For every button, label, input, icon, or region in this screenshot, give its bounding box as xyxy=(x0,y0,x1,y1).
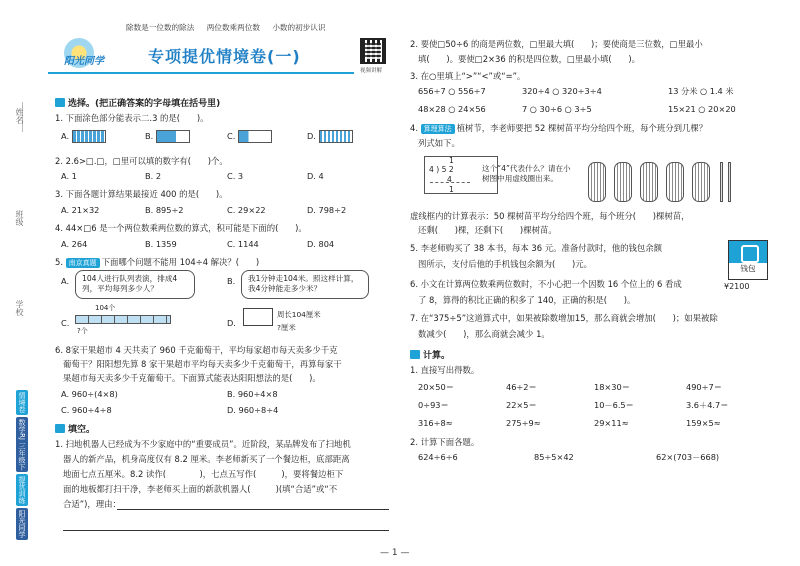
calc-item[interactable]: 20×50＝ xyxy=(418,382,454,392)
wallet-figure xyxy=(728,240,768,280)
school-label: 学校 xyxy=(15,300,24,316)
series-chip: 提优训练 xyxy=(18,476,26,505)
option-a[interactable]: A. 264 xyxy=(61,239,88,249)
fill-question-5-line: 5. 李老师购买了 38 本书，每本 36 元。准备付款时，他的钱包余额 xyxy=(410,243,662,253)
fill-question-1-line: 1. 扫地机器人已经成为不少家庭中的“重要成员”。近阶段，某品牌发布了扫地机 xyxy=(55,439,351,449)
question-hint: 这个“4”代表什么？请在小树图中用虚线圈出来。 xyxy=(482,164,571,184)
page-number: — 1 — xyxy=(380,548,410,558)
question-5: 5. 南京真题 下面哪个问题不能用 104÷4 解决？( ) xyxy=(55,257,260,267)
calc-item[interactable]: 22×5＝ xyxy=(506,400,537,410)
calc-question-1: 1. 直接写出得数。 xyxy=(410,365,480,375)
rect-question: ?厘米 xyxy=(277,323,296,332)
option-d[interactable]: D. xyxy=(227,318,236,328)
fill-question-4-line: 虚线框内的计算表示：50 棵树苗平均分给四个班，每个班分( )棵树苗， xyxy=(410,211,690,221)
question-6-line: 6. 8家干果超市 4 天共卖了 960 千克葡萄干，平均每家超市每天卖多少千克 xyxy=(55,345,338,355)
tree-bundle-icon xyxy=(588,162,606,202)
compare-item[interactable]: 15×21 ○ 20×20 xyxy=(668,104,736,114)
answer-line[interactable] xyxy=(63,530,389,531)
option-b[interactable]: B. xyxy=(227,276,236,286)
speech-bubble: 我1分钟走104米。照这样计算，我4分钟能走多少米？ xyxy=(241,270,369,299)
compare-item[interactable]: 320÷4 ○ 320÷3÷4 xyxy=(522,86,602,96)
section-calc-heading: 计算。 xyxy=(410,348,450,361)
tree-bundle-icon xyxy=(614,162,632,202)
series-chip: 阳光同学 xyxy=(18,510,26,539)
binding-margin xyxy=(0,30,46,550)
option-b[interactable]: B. 960÷4×8 xyxy=(227,389,278,399)
calc-question-2: 2. 计算下面各题。 xyxy=(410,437,480,447)
compare-item[interactable]: 48×28 ○ 24×56 xyxy=(418,104,486,114)
option-a[interactable]: A. xyxy=(61,130,106,143)
option-d[interactable]: D. xyxy=(307,130,353,143)
option-c[interactable]: C. xyxy=(227,130,272,143)
segment-bar-figure xyxy=(75,315,171,324)
calc-item[interactable]: 10－6.5＝ xyxy=(594,400,634,410)
option-a[interactable]: A. 21×32 xyxy=(61,205,100,215)
option-c[interactable]: C. 3 xyxy=(227,171,244,181)
class-label: 班级 xyxy=(15,210,24,226)
option-d[interactable]: D. 798÷2 xyxy=(307,205,347,215)
single-sapling-icon xyxy=(720,162,723,202)
compare-item[interactable]: 7 ○ 30÷6 ○ 3÷5 xyxy=(522,104,592,114)
option-b[interactable]: B. 1359 xyxy=(145,239,177,249)
speech-bubble: 104人进行队列表演，排成4列，平均每列多少人？ xyxy=(75,270,195,299)
source-tag: 南京真题 xyxy=(66,258,100,268)
fill-question-4-line: 列式如下。 xyxy=(418,138,460,148)
shaded-bar-icon xyxy=(72,130,106,143)
brand-logo xyxy=(58,38,114,70)
calc-item[interactable]: 18×30＝ xyxy=(594,382,630,392)
calc-item[interactable]: 624÷6÷6 xyxy=(418,452,458,462)
tree-bundle-icon xyxy=(640,162,658,202)
option-b[interactable]: B. xyxy=(145,130,190,143)
section-fill-heading: 填空。 xyxy=(55,422,95,435)
fill-question-2-line: 2. 要使□50÷6 的商是两位数，□里最大填( )；要使商是三位数，□里最小 xyxy=(410,39,703,49)
option-c[interactable]: C. xyxy=(61,318,70,328)
bar-label: 104个 xyxy=(95,304,116,312)
rectangle-figure xyxy=(243,308,273,326)
topics-line xyxy=(126,22,356,33)
option-b[interactable]: B. 895÷2 xyxy=(145,205,184,215)
title-banner xyxy=(48,34,354,74)
compare-item[interactable]: 656÷7 ○ 556÷7 xyxy=(418,86,486,96)
section-marker-icon xyxy=(55,424,65,433)
fill-question-4: 4. 算理算法 植树节，李老师要把 52 棵树苗平均分给四个班，每个班分到几棵？ xyxy=(410,123,708,133)
option-a[interactable]: A. 960÷(4×8) xyxy=(61,389,118,399)
option-a[interactable]: A. xyxy=(61,276,70,286)
fill-question-2-line: 填( )。要使□2×36 的积是四位数，□里最小填( )。 xyxy=(418,54,641,64)
wallet-label: 钱包 xyxy=(740,264,756,273)
tree-bundle-icon xyxy=(692,162,710,202)
question-6-line: 葡萄干？阳阳想先算 8 家干果超市平均每天卖多少千克葡萄干，再算每家干 xyxy=(63,359,342,369)
option-c[interactable]: C. 29×22 xyxy=(227,205,266,215)
question-1: 1. 下面涂色部分能表示二.3 的是( )。 xyxy=(55,113,209,123)
calc-item[interactable]: 85÷5×42 xyxy=(534,452,574,462)
calc-item[interactable]: 490÷7＝ xyxy=(686,382,722,392)
fill-question-1-line: 合适”)，理由： xyxy=(63,499,121,509)
fill-question-1-line: 器人的新产品，机身高度仅有 8.2 厘米。李老师新买了一个餐边柜，底部距离 xyxy=(63,454,350,464)
bar-question: ?个 xyxy=(77,327,88,335)
qr-code-icon[interactable] xyxy=(360,38,386,64)
fill-question-1-line: 面的地板都打扫干净，李老师买上面的新款机器人( )(填“合适”或“不 xyxy=(63,484,338,494)
logo-text: 阳光同学 xyxy=(64,56,104,67)
series-badge xyxy=(16,390,34,539)
calc-item[interactable]: 316÷8≈ xyxy=(418,418,453,428)
section-marker-icon xyxy=(55,98,65,107)
answer-line[interactable] xyxy=(117,509,389,510)
section-choice-heading: 选择。(把正确答案的字母填在括号里) xyxy=(55,96,220,109)
perimeter-label: 周长104厘米 xyxy=(277,310,321,319)
topic: 除数是一位数的除法 xyxy=(126,23,195,32)
calc-item[interactable]: 3.6＋4.7＝ xyxy=(686,400,729,410)
series-chip: 数学RJ 三年级下 xyxy=(18,419,26,471)
shaded-bar-icon xyxy=(319,130,353,143)
option-d[interactable]: D. 960÷8÷4 xyxy=(227,405,279,415)
fill-question-4-line: 还剩( )棵，还剩下( )棵树苗。 xyxy=(418,225,557,235)
series-chip: 情境卷 xyxy=(18,392,26,413)
source-tag: 算理算法 xyxy=(421,124,455,134)
calc-item[interactable]: 62×(703－668) xyxy=(656,452,720,462)
topic: 小数的初步认识 xyxy=(272,23,326,32)
fill-question-6-line: 6. 小文在计算两位数乘两位数时，不小心把一个因数 16 个位上的 6 看成 xyxy=(410,279,682,289)
calc-item[interactable]: 159×5≈ xyxy=(686,418,721,428)
question-6-line: 果超市每天卖多少千克葡萄干。下面算式能表达阳阳想法的是( )。 xyxy=(63,373,321,383)
long-division-figure: 1 4 ) 5 2 4 1 xyxy=(424,156,498,194)
tree-bundle-icon xyxy=(666,162,684,202)
option-c[interactable]: C. 960÷4÷8 xyxy=(61,405,112,415)
single-sapling-icon xyxy=(728,162,731,202)
calc-item[interactable]: 0÷93＝ xyxy=(418,400,449,410)
qr-caption: 视频讲解 xyxy=(360,68,383,74)
wallet-amount: ¥2100 xyxy=(724,282,750,291)
name-label: 姓名 xyxy=(15,108,24,124)
page-title: 专项提优情境卷(一) xyxy=(148,47,301,66)
fill-question-7-line: 7. 在“375÷5”这道算式中，如果被除数增加15，那么商就会增加( )；如果被除 xyxy=(410,313,718,323)
topic: 两位数乘两位数 xyxy=(206,23,260,32)
fill-question-3: 3. 在○里填上“>”“<”或“=”。 xyxy=(410,71,526,81)
option-d[interactable]: D. 4 xyxy=(307,171,324,181)
dashed-box xyxy=(430,182,470,183)
shaded-bar-icon xyxy=(156,130,190,143)
option-c[interactable]: C. 1144 xyxy=(227,239,259,249)
section-marker-icon xyxy=(410,350,420,359)
calc-item[interactable]: 46÷2＝ xyxy=(506,382,537,392)
compare-item[interactable]: 13 分米 ○ 1.4 米 xyxy=(668,86,734,96)
fill-question-6-line: 了 8，算得的积比正确的积多了 140，正确的积是( )。 xyxy=(418,295,636,305)
calc-item[interactable]: 275÷9≈ xyxy=(506,418,541,428)
shaded-bar-icon xyxy=(238,130,272,143)
fill-question-1-line: 地面七点五厘米。8.2 读作( )，七点五写作( )，要将餐边柜下 xyxy=(63,469,344,479)
question-4: 4. 44×□6 是一个两位数乘两位数的算式，积可能是下面的( )。 xyxy=(55,223,307,233)
question-3: 3. 下面各题计算结果最接近 400 的是( )。 xyxy=(55,189,228,199)
wallet-icon xyxy=(729,241,767,263)
question-2: 2. 2.6>□.□，□里可以填的数字有( )个。 xyxy=(55,156,228,166)
fill-question-5-line: 图所示，支付后他的手机钱包余额为( )元。 xyxy=(418,259,593,269)
option-b[interactable]: B. 2 xyxy=(145,171,162,181)
option-d[interactable]: D. 804 xyxy=(307,239,335,249)
option-a[interactable]: A. 1 xyxy=(61,171,77,181)
fill-question-7-line: 数减少( )，那么商就会减少 1。 xyxy=(418,329,550,339)
calc-item[interactable]: 29×11≈ xyxy=(594,418,629,428)
